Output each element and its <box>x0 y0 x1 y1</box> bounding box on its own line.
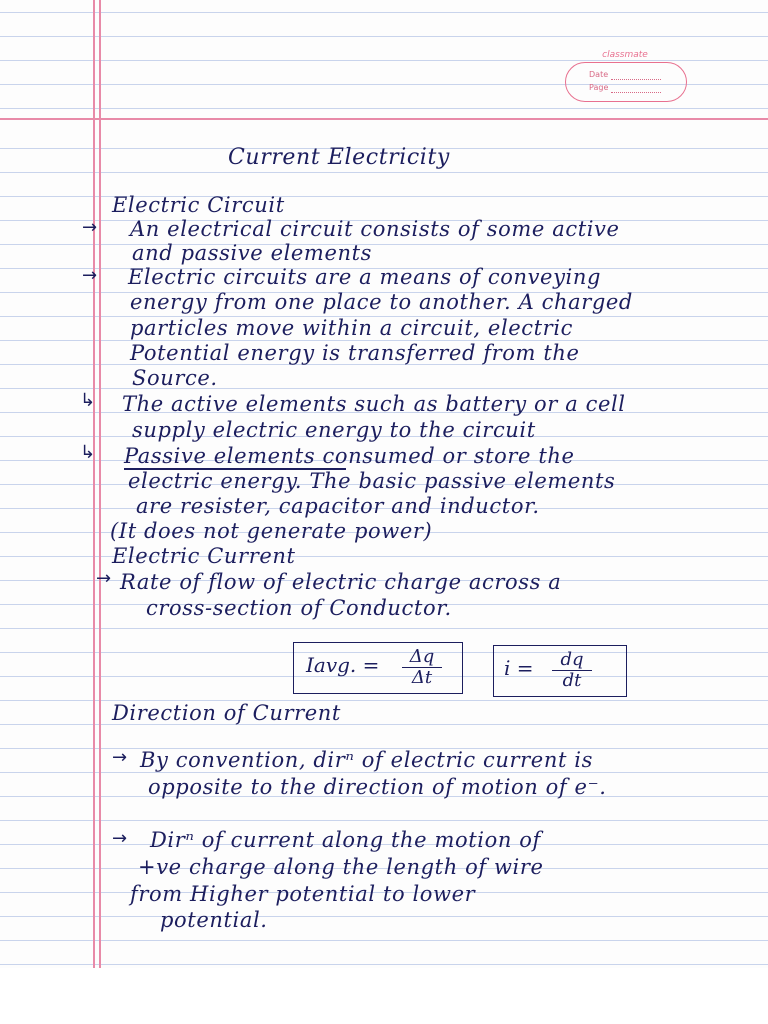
hook-arrow-icon: ↳ <box>80 442 96 463</box>
margin-line <box>93 0 95 968</box>
formula-average-current <box>293 642 463 694</box>
classmate-logo <box>555 50 695 102</box>
date-label: Date <box>589 70 609 79</box>
text-line: Rate of flow of electric charge across a <box>120 570 562 594</box>
page-label: Page <box>589 83 609 92</box>
text-line: (It does not generate power) <box>110 519 433 543</box>
formula-instantaneous-current <box>493 645 627 697</box>
logo-brand: classmate <box>602 50 648 60</box>
fraction <box>402 647 442 688</box>
margin-line <box>99 0 101 968</box>
text-line: potential. <box>160 908 268 932</box>
text-line: supply electric energy to the circuit <box>132 418 536 442</box>
fraction-denominator: Δt <box>411 667 433 688</box>
text-line: opposite to the direction of motion of e⁻. <box>148 775 607 799</box>
text-line: electric energy. The basic passive elements <box>128 469 616 493</box>
text-line: The active elements such as battery or a cell <box>122 392 626 416</box>
text-line: energy from one place to another. A charged <box>130 290 633 314</box>
logo-frame <box>565 62 687 102</box>
text-line: are resister, capacitor and inductor. <box>136 494 540 518</box>
arrow-bullet-icon: → <box>82 217 98 238</box>
fraction-numerator: Δq <box>402 647 442 668</box>
text-line: from Higher potential to lower <box>130 882 476 906</box>
header-rule <box>0 118 768 120</box>
fraction-denominator: dt <box>562 670 582 691</box>
text-line: Dirⁿ of current along the motion of <box>150 828 541 852</box>
text-line: and passive elements <box>132 241 373 265</box>
text-line: Potential energy is transferred from the <box>130 341 580 365</box>
text-line: An electrical circuit consists of some active <box>130 217 620 241</box>
hook-arrow-icon: ↳ <box>80 390 96 411</box>
arrow-bullet-icon: → <box>112 828 128 849</box>
formula-lhs: Iavg. = <box>306 653 380 677</box>
arrow-bullet-icon: → <box>112 747 128 768</box>
text-line: cross-section of Conductor. <box>146 596 452 620</box>
heading-electric-circuit: Electric Circuit <box>112 193 285 217</box>
fraction-numerator: dq <box>552 650 592 671</box>
text-line: Source. <box>132 366 218 390</box>
fraction <box>552 650 592 691</box>
page-title: Current Electricity <box>228 145 450 170</box>
page-bottom-edge <box>0 968 768 1024</box>
text-line: particles move within a circuit, electric <box>130 316 573 340</box>
heading-direction-of-current: Direction of Current <box>112 701 341 725</box>
text-line: Electric circuits are a means of conveying <box>128 265 602 289</box>
heading-electric-current: Electric Current <box>112 544 296 568</box>
text-line: By convention, dirⁿ of electric current is <box>140 748 593 772</box>
arrow-bullet-icon: → <box>82 265 98 286</box>
arrow-bullet-icon: → <box>96 568 112 589</box>
text-line: +ve charge along the length of wire <box>138 855 544 879</box>
formula-lhs: i = <box>504 656 534 680</box>
text-line: Passive elements consumed or store the <box>124 444 575 468</box>
